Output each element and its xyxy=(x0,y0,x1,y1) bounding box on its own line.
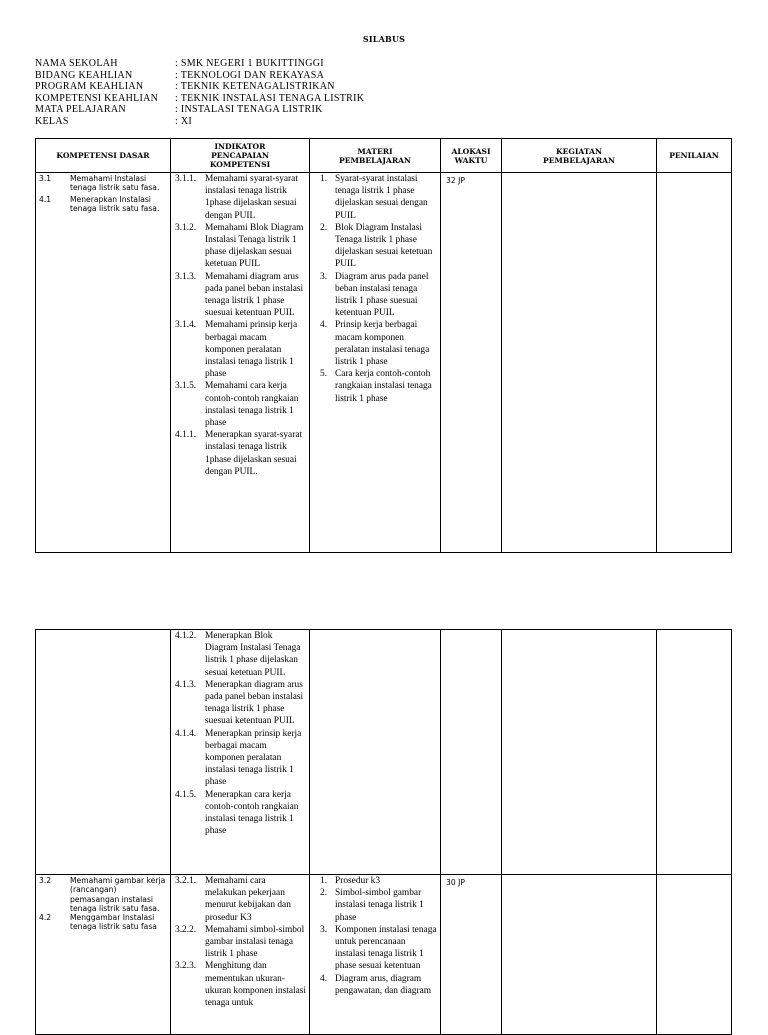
materi-item xyxy=(320,173,438,222)
indikator-item-number: 4.1.4. xyxy=(175,728,197,739)
info-value: : XI xyxy=(175,115,193,127)
info-value: : INSTALASI TENAGA LISTRIK xyxy=(175,104,323,116)
indikator-item-number: 3.1.5. xyxy=(175,381,197,392)
indikator-item-number: 4.1.2. xyxy=(175,631,197,641)
materi-item-text: Syarat-syarat instalasi tenaga listrik 1 phase dijelaskan sesuai dengan PUIL xyxy=(335,174,428,221)
kd-item-text: Memahami Instalasi tenaga listrik satu fasa. xyxy=(70,174,160,193)
indikator-item-text: Menerapkan Blok Diagram Instalasi Tenaga listrik 1 phase dijelaskan sesuai ketetuan PUIL xyxy=(205,631,301,678)
kd-item-text: Menggambar Instalasi tenaga listrik satu fasa xyxy=(70,913,157,932)
kegiatan-cell xyxy=(502,630,657,875)
materi-item-text: Prosedur k3 xyxy=(335,876,381,886)
table-row xyxy=(36,630,732,875)
alokasi-cell: 30 JP xyxy=(441,875,502,1035)
indikator-item xyxy=(175,173,307,222)
syllabus-table-page1 xyxy=(35,138,732,553)
materi-item xyxy=(320,973,438,997)
materi-item-number: 4. xyxy=(320,320,328,331)
school-info xyxy=(35,58,364,128)
info-value: : TEKNOLOGI DAN REKAYASA xyxy=(175,69,325,81)
penilaian-cell xyxy=(657,173,732,553)
indikator-item-number: 3.1.2. xyxy=(175,222,197,233)
indikator-item-number: 3.2.2. xyxy=(175,924,197,935)
indikator-item-text: Memahami cara kerja contoh-contoh rangkaian instalasi tenaga listrik 1 phase xyxy=(205,381,299,429)
indikator-item-text: Menerapkan prinsip kerja berbagai macam komponen peralatan instalasi tenaga listrik 1 phase xyxy=(205,728,302,788)
info-label: KOMPETENSI KEAHLIAN xyxy=(35,92,159,104)
syllabus-table-page2 xyxy=(35,629,732,1035)
materi-item xyxy=(320,319,438,368)
header-kegiatan: KEGIATAN PEMBELAJARAN xyxy=(502,139,657,173)
alokasi-cell: 32 JP xyxy=(441,173,502,553)
materi-item xyxy=(320,887,438,924)
materi-item-number: 3. xyxy=(320,924,328,935)
materi-item-text: Diagram arus pada panel beban instalasi tenaga listrik 1 phase suesuai ketentuan PUIL xyxy=(335,271,429,319)
header-alokasi: ALOKASI WAKTU xyxy=(441,139,502,173)
kd-cell xyxy=(36,173,171,553)
indikator-cell xyxy=(171,875,310,1035)
info-label: NAMA SEKOLAH xyxy=(35,58,118,69)
materi-item-number: 5. xyxy=(320,369,328,380)
alokasi-cell xyxy=(441,630,502,875)
materi-item-text: Cara kerja contoh-contoh rangkaian instalasi tenaga listrik 1 phase xyxy=(335,369,432,404)
indikator-item-text: Memahami diagram arus pada panel beban instalasi tenaga listrik 1 phase suesuai ketentuan PUIL xyxy=(205,271,304,319)
indikator-item-text: Menghitung dan mementukan ukuran-ukuran komponen instalasi tenaga untuk xyxy=(205,961,307,1009)
kd-item-number: 3.1 xyxy=(39,174,52,183)
materi-item-number: 2. xyxy=(320,222,328,233)
materi-item-number: 2. xyxy=(320,888,328,899)
indikator-cell xyxy=(171,173,310,553)
indikator-item-number: 4.1.1. xyxy=(175,430,197,441)
info-row xyxy=(35,104,364,116)
kd-item-number: 4.2 xyxy=(39,913,52,923)
materi-item xyxy=(320,222,438,271)
indikator-item xyxy=(175,630,307,679)
kd-item xyxy=(39,174,168,193)
indikator-item xyxy=(175,380,307,429)
table-row xyxy=(36,173,732,553)
indikator-item-text: Menerapkan cara kerja contoh-contoh rangkaian instalasi tenaga listrik 1 phase xyxy=(205,789,299,837)
materi-item-number: 4. xyxy=(320,973,328,984)
kegiatan-cell xyxy=(502,173,657,553)
indikator-item-text: Menerapkan syarat-syarat instalasi tenaga listrik 1phase dijelaskan sesuai dengan PUIL. xyxy=(205,430,303,477)
kd-cell xyxy=(36,875,171,1035)
indikator-item-text: Memahami simbol-simbol gambar instalasi tenaga listrik 1 phase xyxy=(205,924,305,960)
materi-item-text: Diagram arus, diagram pengawatan, dan diagram xyxy=(335,973,432,996)
materi-item xyxy=(320,368,438,405)
materi-item-text: Simbol-simbol gambar instalasi tenaga listrik 1 phase xyxy=(335,888,424,923)
info-row xyxy=(35,116,364,128)
info-value: : TEKNIK INSTALASI TENAGA LISTRIK xyxy=(175,92,365,104)
kd-item-number: 4.1 xyxy=(39,194,52,204)
indikator-item-text: Memahami cara melakukan pekerjaan menurut kebijakan dan prosedur K3 xyxy=(205,876,291,923)
info-row xyxy=(35,81,364,93)
indikator-item xyxy=(175,429,307,478)
materi-cell xyxy=(310,173,441,553)
info-label: BIDANG KEAHLIAN xyxy=(35,69,133,81)
materi-item-number: 3. xyxy=(320,271,328,282)
indikator-item xyxy=(175,319,307,380)
materi-item-number: 1. xyxy=(320,174,328,184)
indikator-item-text: Memahami Blok Diagram Instalasi Tenaga listrik 1 phase dijelaskan sesuai ketetuan PUIL xyxy=(205,222,304,270)
kd-item-number: 3.2 xyxy=(39,876,52,885)
indikator-item-number: 3.1.4. xyxy=(175,320,197,331)
indikator-item xyxy=(175,960,307,1009)
info-label: KELAS xyxy=(35,115,69,127)
indikator-item xyxy=(175,728,307,789)
materi-item-text: Komponen instalasi tenaga untuk perencanaan instalasi tenaga listrik 1 phase sesuai ketentuan xyxy=(335,924,437,972)
indikator-item-text: Memahami prinsip kerja berbagai macam komponen peralatan instalasi tenaga listrik 1 phase xyxy=(205,320,298,380)
indikator-item xyxy=(175,271,307,320)
info-label: MATA PELAJARAN xyxy=(35,104,126,116)
indikator-item-number: 3.2.3. xyxy=(175,961,197,972)
info-row xyxy=(35,93,364,105)
kd-item-text: Memahami gambar kerja (rancangan) pemasangan instalasi tenaga listrik satu fasa. xyxy=(70,876,166,913)
header-penilaian: PENILAIAN xyxy=(657,139,732,173)
materi-item xyxy=(320,875,438,887)
penilaian-cell xyxy=(657,630,732,875)
materi-item-text: Prinsip kerja berbagai macam komponen peralatan instalasi tenaga listrik 1 phase xyxy=(335,320,430,368)
header-materi: MATERI PEMBELAJARAN xyxy=(310,139,441,173)
indikator-cell xyxy=(171,630,310,875)
materi-item xyxy=(320,271,438,320)
materi-item-text: Blok Diagram Instalasi Tenaga listrik 1 phase dijelaskan sesuai ketetuan PUIL xyxy=(335,222,433,270)
penilaian-cell xyxy=(657,875,732,1035)
indikator-item-number: 3.1.1. xyxy=(175,174,197,184)
kd-item xyxy=(39,876,168,913)
table-row xyxy=(36,875,732,1035)
info-row xyxy=(35,58,364,70)
indikator-item-number: 4.1.5. xyxy=(175,789,197,800)
materi-item xyxy=(320,924,438,973)
indikator-item-text: Memahami syarat-syarat instalasi tenaga listrik 1phase dijelaskan sesuai dengan PUIL xyxy=(205,174,298,221)
materi-item-number: 1. xyxy=(320,876,328,886)
indikator-item xyxy=(175,789,307,838)
materi-cell xyxy=(310,630,441,875)
kd-item xyxy=(39,195,168,214)
header-indikator: INDIKATOR PENCAPAIAN KOMPETENSI xyxy=(171,139,310,173)
kd-item xyxy=(39,913,168,932)
indikator-item xyxy=(175,679,307,728)
indikator-item xyxy=(175,222,307,271)
indikator-item-number: 3.1.3. xyxy=(175,271,197,282)
indikator-item-number: 3.2.1. xyxy=(175,876,197,886)
kd-cell xyxy=(36,630,171,875)
table-header-row xyxy=(36,139,732,173)
indikator-item-number: 4.1.3. xyxy=(175,679,197,690)
header-kompetensi-dasar: KOMPETENSI DASAR xyxy=(36,139,171,173)
kd-item-text: Menerapkan Instalasi tenaga listrik satu fasa. xyxy=(70,194,160,213)
materi-cell xyxy=(310,875,441,1035)
indikator-item-text: Menerapkan diagram arus pada panel beban instalasi tenaga listrik 1 phase suesuai ketentuan PUIL xyxy=(205,679,304,727)
indikator-item xyxy=(175,875,307,924)
info-row xyxy=(35,70,364,82)
info-value: : SMK NEGERI 1 BUKITTINGGI xyxy=(175,58,324,69)
page-title: SILABUS xyxy=(362,34,406,44)
kegiatan-cell xyxy=(502,875,657,1035)
info-value: : TEKNIK KETENAGALISTRIKAN xyxy=(175,81,335,93)
indikator-item xyxy=(175,924,307,961)
info-label: PROGRAM KEAHLIAN xyxy=(35,81,144,93)
